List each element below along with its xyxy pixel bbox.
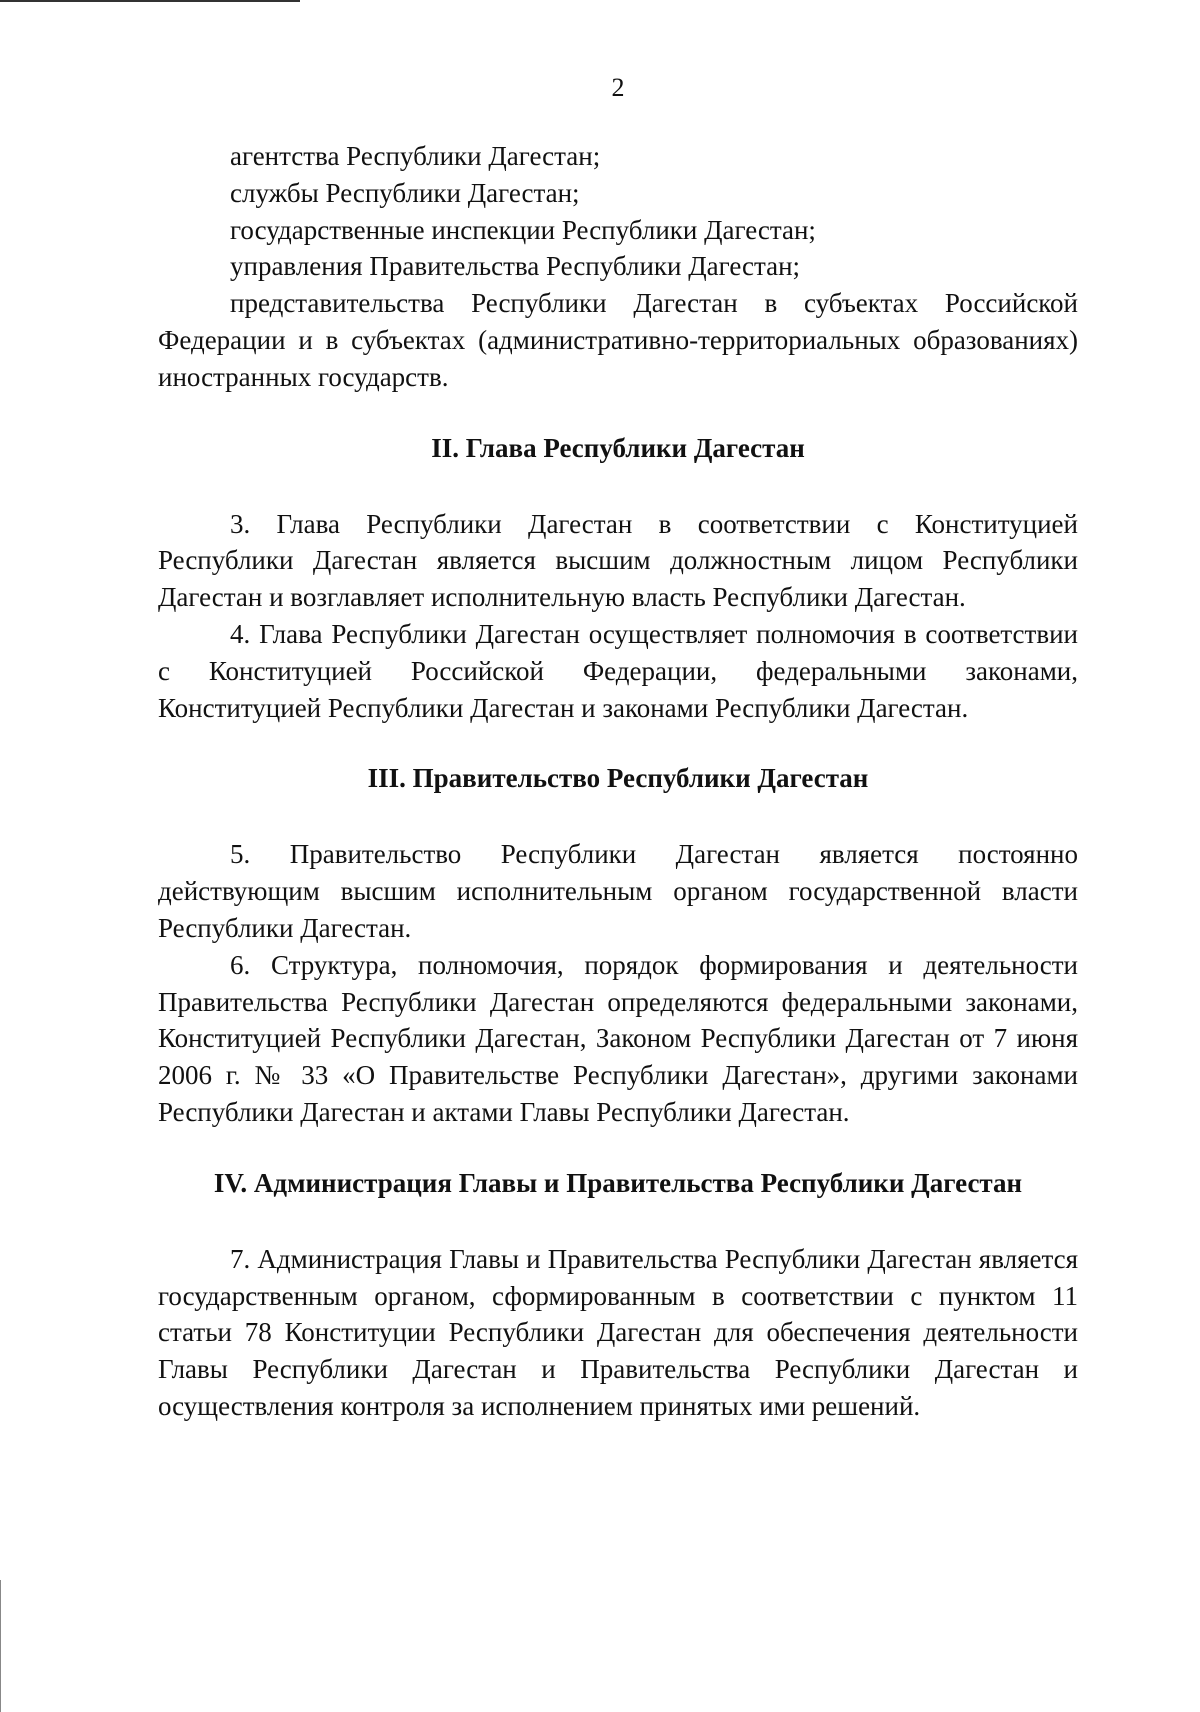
paragraph-5: 5. Правительство Республики Дагестан является постоянно действующим высшим исполнительным органом государственной власти Республики Дагестан.: [158, 839, 1078, 943]
intro-line-departments: управления Правительства Республики Дагестан;: [230, 251, 801, 282]
section-government: [158, 760, 1078, 1130]
section-administration: [158, 1165, 1078, 1425]
scan-edge-left: [0, 1580, 1, 1712]
intro-line-representations: представительства Республики Дагестан в субъектах Российской Федерации и в субъектах (административно-территориальных образованиях) иностранных государств.: [158, 288, 1078, 392]
scan-edge-top: [0, 0, 300, 2]
intro-line-agencies: агентства Республики Дагестан;: [230, 141, 601, 171]
section-head-of-republic: [158, 430, 1078, 727]
intro-list: [158, 138, 1078, 396]
paragraph-6: 6. Структура, полномочия, порядок формирования и деятельности Правительства Республики Дагестан определяются федеральными законами, Конституцией Республики Дагестан, Законом Республики Дагестан от 7 июня 2006 г. № 33 «О Правительстве Республики Дагестан», другими законами Республики Дагестан и актами Главы Республики Дагестан.: [158, 949, 1078, 1127]
paragraph-7: 7. Администрация Главы и Правительства Республики Дагестан является государственным органом, сформированным в соответствии с пунктом 11 статьи 78 Конституции Республики Дагестан для обеспечения деятельности Главы Республики Дагестан и Правительства Республики Дагестан и осуществления контроля за исполнением принятых ими решений.: [158, 1243, 1078, 1421]
document-page: [158, 72, 1078, 1425]
intro-line-inspections: государственные инспекции Республики Дагестан;: [230, 214, 816, 245]
section-heading: IV. Администрация Главы и Правительства Республики Дагестан: [213, 1167, 1023, 1198]
page-number: 2: [611, 73, 625, 102]
paragraph-4: 4. Глава Республики Дагестан осуществляет полномочия в соответствии с Конституцией Российской Федерации, федеральными законами, Конституцией Республики Дагестан и законами Республики Дагестан.: [158, 618, 1078, 723]
section-heading: II. Глава Республики Дагестан: [431, 432, 805, 463]
section-heading: III. Правительство Республики Дагестан: [367, 763, 869, 794]
paragraph-3: 3. Глава Республики Дагестан в соответствии с Конституцией Республики Дагестан является высшим должностным лицом Республики Дагестан и возглавляет исполнительную власть Республики Дагестан.: [158, 508, 1078, 613]
intro-line-services: службы Республики Дагестан;: [230, 177, 580, 208]
